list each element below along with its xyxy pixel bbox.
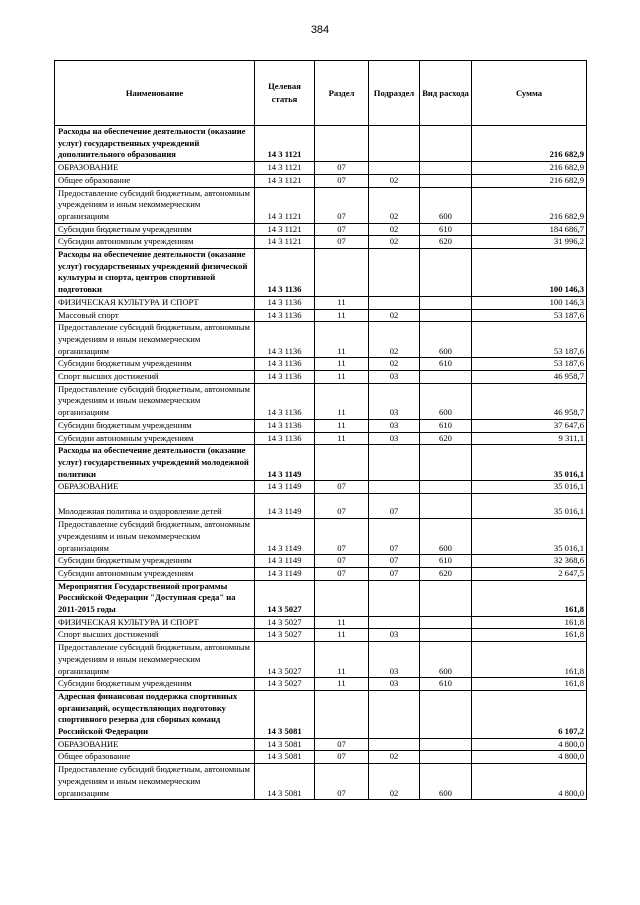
cell-name: Субсидии бюджетным учреждениям [55,678,255,691]
cell-sum: 216 682,9 [472,162,587,175]
table-row [55,358,587,371]
cell-expense-type: 610 [420,555,472,568]
cell-expense-type [420,616,472,629]
cell-target-article: 14 3 1136 [255,309,315,322]
table-row [55,223,587,236]
header-expense-type: Вид расхода [420,61,472,126]
cell-subsection: 07 [369,519,420,555]
cell-section: 11 [315,296,369,309]
cell-subsection [369,580,420,616]
table-row [55,494,587,519]
table-row [55,764,587,800]
cell-name: Субсидии бюджетным учреждениям [55,555,255,568]
cell-sum: 31 996,2 [472,236,587,249]
cell-target-article: 14 3 1149 [255,567,315,580]
cell-sum: 4 800,0 [472,764,587,800]
cell-subsection: 03 [369,678,420,691]
table-row [55,419,587,432]
cell-target-article: 14 3 1121 [255,236,315,249]
table-row [55,519,587,555]
table-row [55,249,587,297]
cell-expense-type: 600 [420,642,472,678]
cell-sum: 46 958,7 [472,371,587,384]
cell-sum: 4 800,0 [472,738,587,751]
cell-target-article: 14 3 1136 [255,322,315,358]
cell-expense-type: 620 [420,236,472,249]
cell-expense-type [420,162,472,175]
cell-section [315,126,369,162]
table-row [55,567,587,580]
cell-sum: 216 682,9 [472,187,587,223]
cell-subsection [369,481,420,494]
cell-section: 11 [315,432,369,445]
cell-target-article: 14 3 1121 [255,223,315,236]
cell-subsection [369,162,420,175]
cell-sum: 184 686,7 [472,223,587,236]
cell-subsection: 02 [369,236,420,249]
cell-expense-type: 600 [420,764,472,800]
cell-subsection: 03 [369,419,420,432]
cell-target-article: 14 3 1149 [255,494,315,519]
cell-expense-type [420,481,472,494]
cell-subsection [369,738,420,751]
cell-subsection: 02 [369,764,420,800]
cell-section: 07 [315,187,369,223]
table-row [55,751,587,764]
cell-expense-type: 600 [420,383,472,419]
cell-target-article: 14 3 1136 [255,432,315,445]
cell-target-article: 14 3 1149 [255,481,315,494]
cell-sum: 35 016,1 [472,481,587,494]
cell-name: Субсидии бюджетным учреждениям [55,223,255,236]
cell-expense-type [420,309,472,322]
cell-section: 11 [315,358,369,371]
table-row [55,555,587,568]
cell-subsection: 03 [369,371,420,384]
cell-target-article: 14 3 1121 [255,187,315,223]
cell-name: Спорт высших достижений [55,371,255,384]
cell-expense-type [420,249,472,297]
cell-target-article: 14 3 5081 [255,738,315,751]
cell-name: Предоставление субсидий бюджетным, автономным учреждениям и иным некоммерческим организациям [55,187,255,223]
cell-section: 11 [315,322,369,358]
cell-section [315,445,369,481]
cell-expense-type [420,371,472,384]
cell-subsection: 03 [369,432,420,445]
cell-expense-type [420,738,472,751]
cell-section: 07 [315,567,369,580]
cell-sum: 161,8 [472,580,587,616]
cell-section: 11 [315,616,369,629]
cell-expense-type: 620 [420,432,472,445]
cell-sum: 216 682,9 [472,126,587,162]
table-row [55,629,587,642]
cell-name: ОБРАЗОВАНИЕ [55,481,255,494]
cell-target-article: 14 3 1149 [255,519,315,555]
cell-subsection: 02 [369,174,420,187]
cell-subsection: 02 [369,309,420,322]
cell-name: Расходы на обеспечение деятельности (оказание услуг) государственных учреждений физической культуры и спорта, центров спортивной подготовки [55,249,255,297]
cell-section: 07 [315,162,369,175]
table-row [55,642,587,678]
cell-expense-type [420,445,472,481]
cell-name: Расходы на обеспечение деятельности (оказание услуг) государственных учреждений молодежной политики [55,445,255,481]
cell-expense-type [420,126,472,162]
cell-subsection: 02 [369,223,420,236]
table-row [55,371,587,384]
table-row [55,738,587,751]
table-row [55,309,587,322]
cell-name: Предоставление субсидий бюджетным, автономным учреждениям и иным некоммерческим организациям [55,642,255,678]
cell-sum: 2 647,5 [472,567,587,580]
cell-subsection: 03 [369,629,420,642]
cell-sum: 9 311,1 [472,432,587,445]
cell-subsection: 07 [369,555,420,568]
cell-name: Адресная финансовая поддержка спортивных организаций, осуществляющих подготовку спортивного резерва для сборных команд Российской Федерации [55,690,255,738]
cell-name: Субсидии автономным учреждениям [55,567,255,580]
cell-sum: 100 146,3 [472,249,587,297]
cell-section: 11 [315,419,369,432]
cell-name: Субсидии автономным учреждениям [55,236,255,249]
cell-subsection [369,616,420,629]
table-row [55,445,587,481]
cell-section: 07 [315,174,369,187]
cell-section: 07 [315,494,369,519]
cell-section: 07 [315,519,369,555]
cell-expense-type [420,174,472,187]
cell-sum: 161,8 [472,678,587,691]
cell-section: 07 [315,751,369,764]
cell-subsection: 02 [369,751,420,764]
page-number: 384 [310,24,330,36]
cell-section: 11 [315,678,369,691]
header-name: Наименование [55,61,255,126]
cell-section: 11 [315,629,369,642]
table-row [55,296,587,309]
cell-section: 07 [315,481,369,494]
cell-sum: 35 016,1 [472,445,587,481]
cell-name: Субсидии автономным учреждениям [55,432,255,445]
table-row [55,383,587,419]
table-body [55,126,587,800]
header-subsection: Подраздел [369,61,420,126]
cell-target-article: 14 3 1121 [255,174,315,187]
cell-sum: 35 016,1 [472,519,587,555]
table-row [55,236,587,249]
cell-name: Предоставление субсидий бюджетным, автономным учреждениям и иным некоммерческим организациям [55,764,255,800]
cell-name: Мероприятия Государственной программы Российской Федерации "Доступная среда" на 2011-2015 годы [55,580,255,616]
cell-subsection [369,249,420,297]
cell-section: 11 [315,371,369,384]
cell-expense-type: 610 [420,678,472,691]
cell-name: Спорт высших достижений [55,629,255,642]
cell-section: 11 [315,642,369,678]
cell-name: ФИЗИЧЕСКАЯ КУЛЬТУРА И СПОРТ [55,296,255,309]
table-row [55,162,587,175]
cell-sum: 4 800,0 [472,751,587,764]
cell-expense-type [420,629,472,642]
cell-name: Расходы на обеспечение деятельности (оказание услуг) государственных учреждений дополнительного образования [55,126,255,162]
cell-target-article: 14 3 5081 [255,690,315,738]
table-row [55,690,587,738]
cell-subsection [369,445,420,481]
cell-name: Предоставление субсидий бюджетным, автономным учреждениям и иным некоммерческим организациям [55,519,255,555]
cell-target-article: 14 3 1136 [255,358,315,371]
cell-name: ОБРАЗОВАНИЕ [55,162,255,175]
cell-target-article: 14 3 5081 [255,764,315,800]
cell-sum: 46 958,7 [472,383,587,419]
cell-expense-type: 610 [420,358,472,371]
cell-target-article: 14 3 5027 [255,678,315,691]
table-header-row [55,61,587,126]
budget-table [54,60,587,800]
cell-sum: 53 187,6 [472,358,587,371]
cell-target-article: 14 3 1121 [255,126,315,162]
table-row [55,126,587,162]
cell-name: Массовый спорт [55,309,255,322]
cell-sum: 6 107,2 [472,690,587,738]
cell-subsection: 02 [369,187,420,223]
cell-sum: 216 682,9 [472,174,587,187]
cell-subsection: 07 [369,494,420,519]
cell-section: 07 [315,555,369,568]
cell-expense-type [420,690,472,738]
cell-target-article: 14 3 5027 [255,629,315,642]
cell-target-article: 14 3 5027 [255,580,315,616]
header-target-article: Целевая статья [255,61,315,126]
cell-target-article: 14 3 1136 [255,371,315,384]
cell-target-article: 14 3 5027 [255,616,315,629]
cell-expense-type: 610 [420,419,472,432]
table-row [55,187,587,223]
table-row [55,174,587,187]
cell-target-article: 14 3 5027 [255,642,315,678]
cell-section [315,249,369,297]
cell-section: 07 [315,764,369,800]
cell-name: Предоставление субсидий бюджетным, автономным учреждениям и иным некоммерческим организациям [55,383,255,419]
cell-sum: 161,8 [472,616,587,629]
cell-target-article: 14 3 1136 [255,419,315,432]
header-section: Раздел [315,61,369,126]
cell-expense-type: 610 [420,223,472,236]
cell-sum: 161,8 [472,629,587,642]
header-sum: Сумма [472,61,587,126]
cell-expense-type: 600 [420,322,472,358]
cell-name: ФИЗИЧЕСКАЯ КУЛЬТУРА И СПОРТ [55,616,255,629]
cell-sum: 53 187,6 [472,309,587,322]
cell-section: 07 [315,738,369,751]
cell-target-article: 14 3 5081 [255,751,315,764]
table-row [55,322,587,358]
cell-target-article: 14 3 1149 [255,445,315,481]
cell-subsection: 03 [369,383,420,419]
cell-name: Молодежная политика и оздоровление детей [55,494,255,519]
cell-target-article: 14 3 1136 [255,249,315,297]
cell-expense-type: 620 [420,567,472,580]
cell-subsection: 02 [369,358,420,371]
cell-sum: 100 146,3 [472,296,587,309]
cell-sum: 32 368,6 [472,555,587,568]
cell-target-article: 14 3 1136 [255,296,315,309]
cell-name: Общее образование [55,174,255,187]
cell-name: Субсидии бюджетным учреждениям [55,358,255,371]
cell-name: Общее образование [55,751,255,764]
cell-section: 07 [315,223,369,236]
table-row [55,481,587,494]
cell-name: ОБРАЗОВАНИЕ [55,738,255,751]
cell-sum: 161,8 [472,642,587,678]
cell-expense-type [420,494,472,519]
cell-section [315,690,369,738]
cell-subsection [369,690,420,738]
cell-subsection: 03 [369,642,420,678]
cell-target-article: 14 3 1149 [255,555,315,568]
table-row [55,432,587,445]
table-row [55,616,587,629]
cell-subsection: 07 [369,567,420,580]
cell-name: Предоставление субсидий бюджетным, автономным учреждениям и иным некоммерческим организациям [55,322,255,358]
cell-subsection [369,126,420,162]
cell-sum: 35 016,1 [472,494,587,519]
cell-expense-type [420,751,472,764]
cell-name: Субсидии бюджетным учреждениям [55,419,255,432]
cell-target-article: 14 3 1136 [255,383,315,419]
cell-section: 07 [315,236,369,249]
cell-expense-type: 600 [420,187,472,223]
cell-section: 11 [315,383,369,419]
table-row [55,580,587,616]
cell-expense-type [420,296,472,309]
cell-section [315,580,369,616]
cell-target-article: 14 3 1121 [255,162,315,175]
cell-subsection [369,296,420,309]
cell-expense-type [420,580,472,616]
cell-section: 11 [315,309,369,322]
cell-sum: 37 647,6 [472,419,587,432]
cell-subsection: 02 [369,322,420,358]
cell-sum: 53 187,6 [472,322,587,358]
cell-expense-type: 600 [420,519,472,555]
table-row [55,678,587,691]
